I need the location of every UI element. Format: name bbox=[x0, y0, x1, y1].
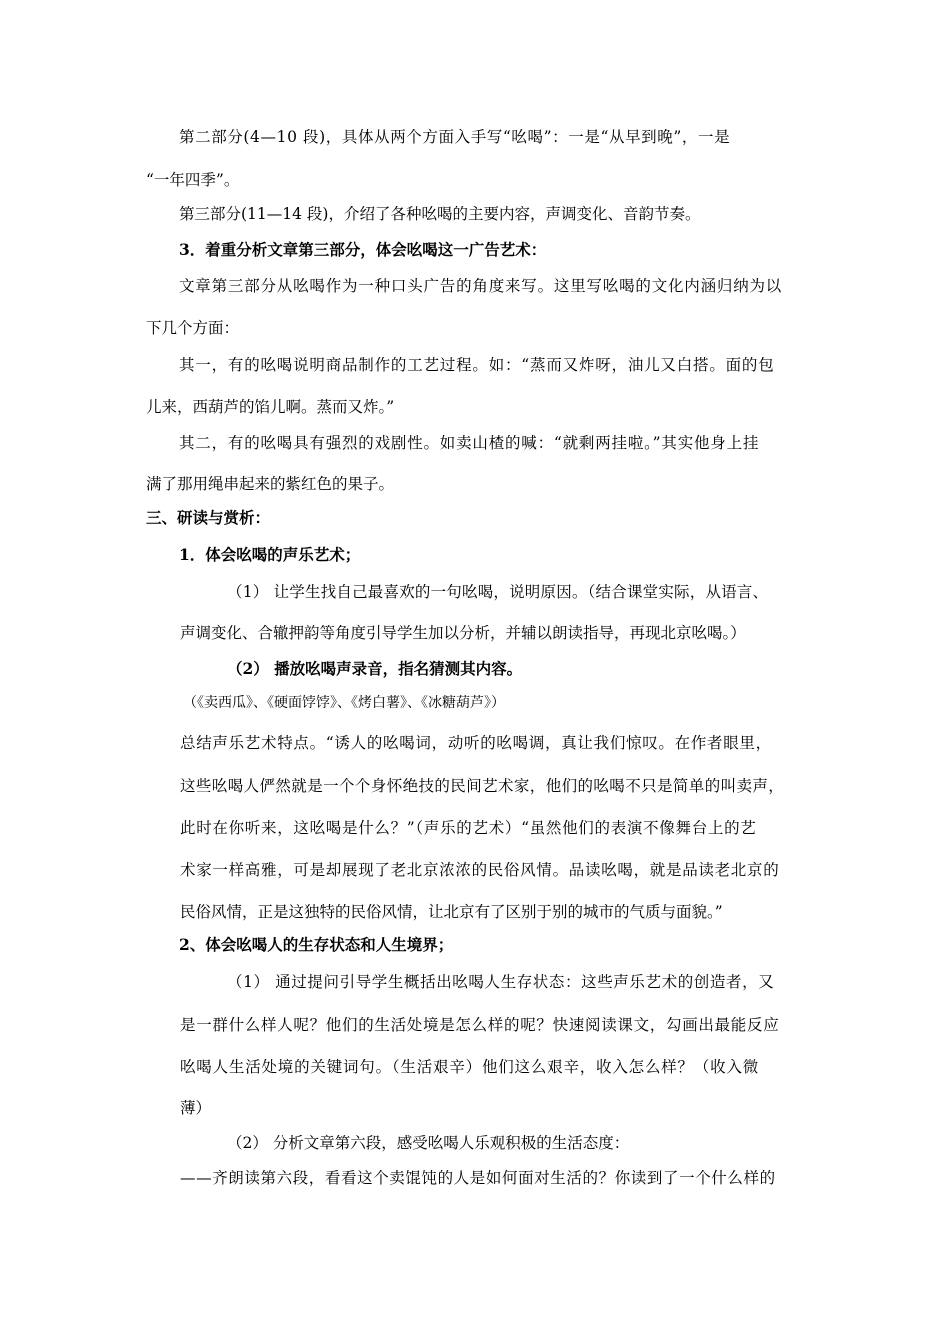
paragraph-line: 其二，有的吆喝具有强烈的戏剧性。如卖山楂的喊：“就剩两挂啦。”其实他身上挂 bbox=[179, 434, 760, 452]
paragraph-line: 第二部分(4—10 段)，具体从两个方面入手写“吆喝”：一是“从早到晚”，一是 bbox=[179, 128, 731, 146]
paragraph-line: 薄） bbox=[180, 1099, 212, 1117]
paragraph-line: （1） 让学生找自己最喜欢的一句吆喝，说明原因。（结合课堂实际，从语言、 bbox=[227, 583, 769, 601]
subsection-heading: 2、体会吆喝人的生存状态和人生境界； bbox=[179, 935, 454, 954]
paragraph-line: 这些吆喝人俨然就是一个个身怀绝技的民间艺术家，他们的吆喝不只是简单的叫卖声， bbox=[180, 777, 785, 795]
paragraph-line: （1） 通过提问引导学生概括出吆喝人生存状态：这些声乐艺术的创造者，又 bbox=[227, 973, 775, 991]
paragraph-line: 是一群什么样人呢？他们的生活处境是怎么样的呢？快速阅读课文，勾画出最能反应 bbox=[180, 1016, 780, 1034]
paragraph-line: 下几个方面： bbox=[146, 319, 240, 337]
paragraph-line: “一年四季”。 bbox=[146, 171, 240, 189]
paragraph-line: 吆喝人生活处境的关键词句。（生活艰辛）他们这么艰辛，收入怎么样？（收入微 bbox=[180, 1058, 760, 1076]
paragraph-line: 术家一样高雅，可是却展现了老北京浓浓的民俗风情。品读吆喝，就是品读老北京的 bbox=[180, 861, 780, 879]
paragraph-line: 第三部分(11—14 段)，介绍了各种吆喝的主要内容，声调变化、音韵节奏。 bbox=[179, 205, 701, 223]
paragraph-line: 总结声乐艺术特点。“诱人的吆喝词，动听的吆喝调，真让我们惊叹。在作者眼里， bbox=[180, 734, 772, 752]
paragraph-line: 此时在你听来，这吆喝是什么？”（声乐的艺术）“虽然他们的表演不像舞台上的艺 bbox=[180, 819, 757, 837]
paragraph-line: 其一，有的吆喝说明商品制作的工艺过程。如：“蒸而又炸呀，油儿又白搭。面的包 bbox=[179, 356, 775, 374]
paragraph-line: 民俗风情，正是这独特的民俗风情，让北京有了区别于别的城市的气质与面貌。” bbox=[180, 903, 723, 921]
paragraph-line: ——齐朗读第六段，看看这个卖馄饨的人是如何面对生活的？你读到了一个什么样的 bbox=[180, 1169, 776, 1187]
paragraph-line: （《卖西瓜》、《硬面饽饽》、《烤白薯》、《冰糖葫芦》） bbox=[183, 695, 505, 711]
section-heading: 3．着重分析文章第三部分，体会吆喝这一广告艺术： bbox=[179, 240, 547, 259]
paragraph-line: （2） 播放吆喝声录音，指名猜测其内容。 bbox=[227, 659, 523, 678]
paragraph-line: 文章第三部分从吆喝作为一种口头广告的角度来写。这里写吆喝的文化内涵归纳为以 bbox=[179, 277, 783, 295]
subsection-heading: 1．体会吆喝的声乐艺术； bbox=[179, 545, 361, 564]
paragraph-line: （2） 分析文章第六段，感受吆喝人乐观积极的生活态度： bbox=[227, 1134, 630, 1152]
paragraph-line: 满了那用绳串起来的紫红色的果子。 bbox=[146, 475, 395, 493]
paragraph-line: 声调变化、合辙押韵等角度引导学生加以分析，并辅以朗读指导，再现北京吆喝。） bbox=[180, 624, 746, 642]
section-heading: 三、研读与赏析： bbox=[146, 508, 271, 527]
paragraph-line: 儿来，西葫芦的馅儿啊。蒸而又炸。” bbox=[146, 398, 395, 416]
